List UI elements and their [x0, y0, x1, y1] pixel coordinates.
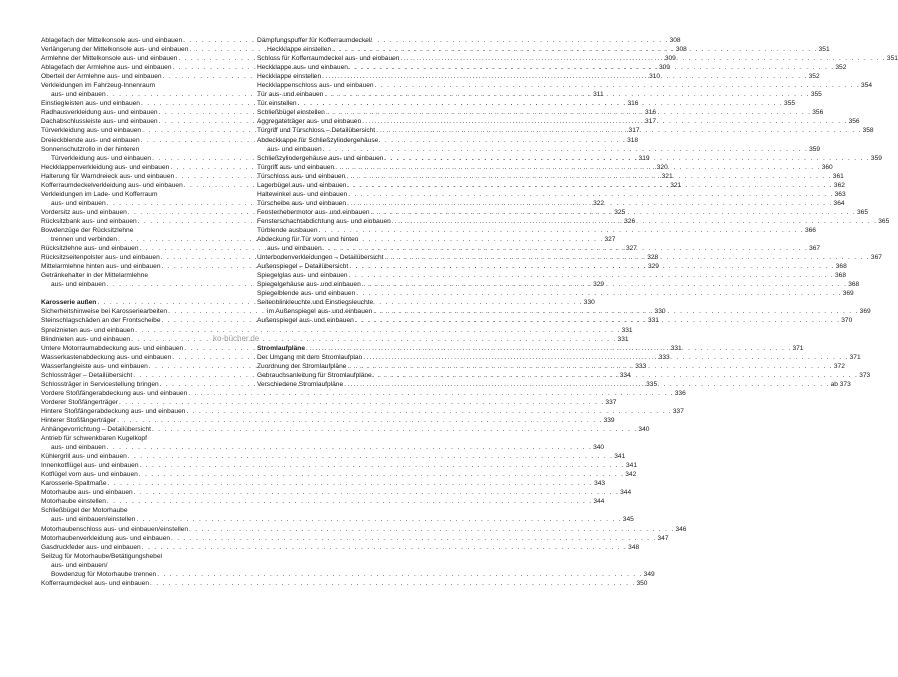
toc-entry-title: Schließzylindergehäuse aus- und einbauen — [257, 154, 384, 162]
toc-entry[interactable] — [257, 271, 847, 280]
toc-entry-title: Mittelarmlehne hinten aus- und einbauen — [41, 263, 161, 271]
toc-entry[interactable] — [41, 552, 240, 561]
toc-entry[interactable] — [41, 470, 637, 479]
toc-entry-title: Karosserie außen — [41, 299, 97, 307]
dot-leader — [139, 461, 626, 470]
toc-entry-title: Spiegelglas aus- und einbauen — [257, 272, 348, 280]
toc-entry-title: Gebrauchsanleitung für Stromlaufpläne — [257, 371, 372, 379]
dot-leader — [106, 497, 593, 506]
toc-entry-page: 333 — [658, 353, 670, 361]
toc-entry-page: 351 — [886, 55, 898, 63]
toc-entry-title: Türverkleidung aus- und einbauen — [41, 127, 142, 135]
toc-entry-title: Türverkleidung aus- und einbauen — [51, 154, 152, 162]
toc-entry-page: 358 — [862, 127, 874, 135]
toc-entry-title: Heckklappe einstellen — [267, 46, 332, 54]
toc-entry-title: Antrieb für schwenkbaren Kugelkopf — [41, 435, 147, 443]
toc-entry-title: Lagerbügel aus- und einbauen — [257, 181, 347, 189]
dot-leader — [106, 443, 593, 452]
toc-entry-title: Der Umgang mit dem Stromlaufplan — [257, 353, 363, 361]
dot-leader — [348, 63, 835, 72]
toc-entry-page: 373 — [859, 371, 871, 379]
toc-entry[interactable] — [257, 235, 459, 244]
toc-entry[interactable] — [41, 543, 640, 552]
toc-entry-title: Innenkotflügel aus- und einbauen — [41, 462, 139, 470]
toc-entry-page: 339 — [603, 416, 615, 424]
spacer — [257, 335, 459, 344]
toc-entry-title: Getränkehalter in der Mittelarmlehne — [41, 272, 149, 280]
toc-entry-title: Fensterschachtabdichtung aus- und einbauen — [257, 217, 391, 225]
toc-entry-title: aus- und einbauen — [267, 245, 322, 253]
toc-entry-page: 334 — [619, 371, 631, 379]
toc-entry-page: 342 — [625, 471, 637, 479]
dot-leader — [383, 154, 870, 163]
toc-entry-page: 367 — [809, 245, 821, 253]
toc-entry-title: Verkleidungen im Fahrzeug-Innenraum — [41, 82, 155, 90]
toc-entry-page: 344 — [593, 498, 605, 506]
toc-entry[interactable] — [41, 81, 240, 90]
dot-leader — [187, 389, 674, 398]
toc-entry-page: 327 — [625, 245, 637, 253]
toc-entry[interactable] — [41, 506, 240, 515]
toc-entry[interactable] — [41, 190, 240, 199]
toc-entry-title: Verkleidungen im Lade- und Kofferraum — [41, 190, 158, 198]
toc-entry-page: 329 — [647, 263, 659, 271]
toc-entry[interactable] — [41, 389, 686, 398]
toc-entry-title: Heckklappenschloss aus- und einbauen — [257, 82, 374, 90]
toc-entry-title: Türschloss aus- und einbauen — [257, 172, 346, 180]
toc-entry-page: 309 — [664, 55, 676, 63]
toc-entry-title: Türscheibe aus- und einbauen — [257, 199, 347, 207]
toc-entry-page: 370 — [841, 317, 853, 325]
dot-leader — [151, 425, 638, 434]
toc-entry-title: Gasdruckfeder aus- und einbauen — [41, 543, 141, 551]
toc-entry-title: Haltewinkel aus- und einbauen — [257, 190, 348, 198]
dot-leader — [318, 226, 805, 235]
toc-entry-page: 367 — [870, 254, 882, 262]
toc-entry-page: 327 — [604, 236, 616, 244]
toc-entry-title: Einstiegleisten aus- und einbauen — [41, 100, 140, 108]
toc-entry-title: Kotflügel vorn aus- und einbauen — [41, 471, 138, 479]
toc-entry[interactable] — [41, 226, 240, 235]
toc-entry-page: 336 — [674, 389, 686, 397]
dot-leader — [118, 398, 605, 407]
toc-entry-title: Seitenblinkleuchte und Einstiegsleuchte — [257, 299, 374, 307]
toc-entry-title: Ablagefach der Armlehne aus- und einbauen — [41, 64, 172, 72]
toc-entry[interactable] — [41, 434, 240, 443]
toc-entry-page: 330 — [583, 299, 595, 307]
dot-leader — [383, 253, 870, 262]
toc-entry-title: im Außenspiegel aus- und einbauen — [267, 308, 373, 316]
toc-entry-title: Rücksitzbank aus- und einbauen — [41, 217, 137, 225]
toc-entry-page: 341 — [614, 453, 626, 461]
dot-leader — [135, 515, 622, 524]
dot-leader — [107, 479, 594, 488]
toc-entry-title: Motorhaube aus- und einbauen — [41, 489, 133, 497]
toc-entry[interactable] — [41, 534, 669, 543]
toc-entry-page: 340 — [593, 444, 605, 452]
toc-entry-title: Vordersitz aus- und einbauen — [41, 208, 127, 216]
toc-entry-page: 337 — [672, 407, 684, 415]
dot-leader — [399, 54, 886, 63]
toc-entry-title: Oberteil der Armlehne aus- und einbauen — [41, 73, 162, 81]
toc-entry-title: Kühlergrill aus- und einbauen — [41, 453, 127, 461]
dot-leader — [127, 452, 614, 461]
toc-entry[interactable] — [41, 326, 633, 335]
toc-entry-page: 316 — [627, 100, 639, 108]
dot-leader — [347, 190, 834, 199]
dot-leader — [361, 280, 848, 289]
toc-entry[interactable] — [257, 36, 459, 45]
toc-entry-title: Aggregateträger aus- und einbauen — [257, 118, 362, 126]
toc-entry-title: aus- und einbauen/einstellen — [51, 516, 136, 524]
toc-entry[interactable] — [41, 398, 617, 407]
toc-entry-page: 330 — [654, 308, 666, 316]
dot-leader — [370, 208, 857, 217]
dot-leader — [361, 117, 848, 126]
dot-leader — [305, 344, 792, 353]
toc-entry-title: Türgriff und Türschloss – Detailübersicht — [257, 127, 376, 135]
toc-entry-page: 365 — [878, 217, 890, 225]
toc-entry-page: 333 — [635, 362, 647, 370]
toc-entry-title: aus- und einbauen — [51, 91, 106, 99]
toc-entry-title: Hinterer Stoßfängerträger — [41, 416, 117, 424]
toc-entry-page: 310 — [649, 73, 661, 81]
toc-entry-page: 326 — [624, 217, 636, 225]
toc-entry-title: Heckklappenverkleidung aus- und einbauen — [41, 163, 170, 171]
toc-entry-title: Motorhaubenverkleidung aus- und einbauen — [41, 534, 171, 542]
toc-entry-title: aus- und einbauen/ — [51, 561, 108, 569]
spacer — [257, 326, 459, 335]
toc-entry-page: 348 — [628, 543, 640, 551]
dot-leader — [322, 145, 809, 154]
toc-entry[interactable] — [41, 425, 650, 434]
toc-entry-page: 337 — [605, 398, 617, 406]
toc-entry-title: Vorderer Stoßfängerträger — [41, 398, 118, 406]
toc-entry[interactable] — [41, 461, 637, 470]
toc-entry-title: Heckklappe einstellen — [257, 73, 322, 81]
toc-entry-page: 360 — [821, 163, 833, 171]
toc-entry-title: Rücksitzseitenpolster aus- und einbauen — [41, 254, 160, 262]
toc-entry-page: 311 — [593, 91, 604, 99]
toc-entry-title: Kofferraumdeckel aus- und einbauen — [41, 579, 150, 587]
toc-entry-title: Armlehne der Mittelkonsole aus- und einbauen — [41, 55, 178, 63]
toc-entry[interactable] — [257, 81, 873, 90]
toc-entry[interactable] — [257, 145, 821, 154]
toc-entry-page: 331 — [647, 317, 659, 325]
toc-entry-title: Anhängevorrichtung – Detailübersicht — [41, 426, 151, 434]
dot-leader — [348, 262, 835, 271]
toc-entry-page: 308 — [669, 37, 681, 44]
dot-leader — [346, 181, 833, 190]
toc-entry-title: Verschiedene Stromlaufpläne — [257, 380, 344, 388]
dot-leader — [355, 289, 842, 298]
dot-leader — [372, 371, 859, 380]
toc-entry-page: 356 — [812, 109, 824, 117]
toc-entry-title: Schließbügel einstellen — [257, 109, 325, 117]
toc-entry-title: Spreiznieten aus- und einbauen — [41, 326, 135, 334]
spacer — [41, 289, 240, 298]
toc-entry-page: 320 — [656, 163, 668, 171]
toc-entry-title: Seilzug für Motorhaube/Betätigungshebel — [41, 552, 162, 560]
toc-entry-page: 335 — [646, 380, 658, 388]
toc-entry-page: 354 — [861, 82, 873, 90]
toc-entry-title: Tür aus- und einbauen — [257, 91, 324, 99]
toc-entry-page: 355 — [784, 100, 796, 108]
toc-entry-title: Bowdenzug für Motorhaube trennen — [51, 570, 157, 578]
toc-entry-page: 345 — [622, 516, 634, 524]
toc-entry-page: 308 — [675, 46, 687, 54]
toc-entry-title: Abdeckung für Tür vorn und hinten — [257, 236, 359, 244]
dot-leader — [133, 488, 620, 497]
toc-entry-title: trennen und verbinden — [51, 236, 117, 244]
toc-entry-page: 371 — [792, 344, 804, 352]
toc-entry-title: Motorhaubenschloss aus- und einbauen/einstellen — [41, 525, 188, 533]
toc-entry-page: 346 — [675, 525, 687, 533]
toc-entry-title: Dreieckblende aus- und einbauen — [41, 136, 140, 144]
toc-entry[interactable] — [41, 416, 615, 425]
dot-leader — [331, 45, 818, 54]
toc-entry-title: Motorhaube einstellen — [41, 498, 106, 506]
toc-entry-page: 359 — [870, 154, 882, 162]
toc-entry-page: 321 — [661, 172, 673, 180]
dot-leader — [116, 416, 603, 425]
toc-entry[interactable] — [257, 289, 854, 298]
toc-entry-title: Spiegelblende aus- und einbauen — [257, 290, 356, 298]
toc-entry-page: 328 — [647, 254, 659, 262]
toc-entry-title: Verlängerung der Mittelkonsole aus- und einbauen — [41, 46, 189, 54]
toc-entry[interactable] — [41, 525, 687, 534]
toc-entry-page: 362 — [833, 181, 845, 189]
toc-entry-title: Wasserfangleiste aus- und einbauen — [41, 362, 148, 370]
toc-entry-title: Spiegelgehäuse aus- und einbauen — [257, 281, 361, 289]
dot-leader — [362, 353, 849, 362]
dot-leader — [138, 470, 625, 479]
toc-entry-page: 321 — [670, 181, 682, 189]
toc-entry-title: Bowdenzüge der Rücksitzlehne — [41, 226, 134, 234]
toc-entry[interactable] — [41, 561, 240, 570]
toc-entry-title: Unterbodenverkleidungen – Detailübersicht — [257, 254, 384, 262]
toc-entry-page: 371 — [849, 353, 861, 361]
toc-entry-page: 361 — [832, 172, 844, 180]
toc-entry-page: 363 — [834, 190, 846, 198]
watermark: ko-bücher.de — [213, 334, 260, 343]
dot-leader — [149, 579, 636, 588]
toc-entry[interactable] — [41, 407, 684, 416]
toc-entry[interactable] — [41, 488, 632, 497]
toc-entry-title: Kofferraumdeckelverkleidung aus- und einbauen — [41, 181, 183, 189]
toc-entry-page: 325 — [614, 208, 626, 216]
toc-entry-page: 317 — [645, 118, 657, 126]
toc-entry-page: 349 — [643, 570, 655, 578]
toc-entry-page: 316 — [645, 109, 657, 117]
toc-entry-page: 369 — [859, 308, 871, 316]
toc-entry-title: Schließbügel der Motorhaube — [41, 507, 128, 515]
toc-entry[interactable] — [41, 271, 240, 280]
dot-leader — [345, 172, 832, 181]
toc-entry-page: 331 — [621, 326, 633, 334]
toc-entry-page: 365 — [857, 208, 869, 216]
toc-entry-page: 322 — [593, 199, 605, 207]
toc-entry[interactable] — [41, 579, 648, 588]
toc-entry-title: Außenspiegel – Detailübersicht — [257, 263, 349, 271]
toc-entry[interactable] — [257, 190, 846, 199]
toc-entry-page: ab 373 — [830, 380, 851, 388]
dot-leader — [348, 271, 835, 280]
toc-entry-title: aus- und einbauen — [51, 199, 106, 207]
dot-leader — [334, 163, 821, 172]
dot-leader — [354, 316, 841, 325]
toc-entry-title: Karosserie-Spaltmaße — [41, 480, 107, 488]
toc-entry[interactable] — [41, 452, 626, 461]
dot-leader — [391, 217, 878, 226]
toc-entry-page: 309 — [658, 64, 670, 72]
toc-entry[interactable] — [41, 443, 605, 452]
toc-entry-title: Stromlaufpläne — [257, 344, 305, 352]
dot-leader — [156, 570, 643, 579]
toc-entry-title: Untere Motorraumabdeckung aus- und einbauen — [41, 344, 184, 352]
toc-entry-title: Schlossträger in Servicestellung bringen — [41, 380, 159, 388]
toc-entry-title: Halterung für Warndreieck aus- und einbauen — [41, 172, 175, 180]
dot-leader — [297, 99, 784, 108]
dot-leader — [188, 525, 675, 534]
toc-entry-page: 364 — [833, 199, 845, 207]
toc-entry-title: Ablagefach der Mittelkonsole aus- und einbauen — [41, 37, 183, 44]
toc-entry-title: Vordere Stoßfängerabdeckung aus- und einbauen — [41, 389, 188, 397]
toc-entry-page: 343 — [594, 480, 606, 488]
toc-entry-page: 368 — [848, 281, 860, 289]
toc-entry-title: aus- und einbauen — [51, 444, 106, 452]
toc-entry-page: 350 — [636, 579, 648, 587]
toc-entry-page: 368 — [835, 272, 847, 280]
toc-entry-title: Tür einstellen — [257, 100, 297, 108]
toc-entry-page: 340 — [638, 426, 650, 434]
toc-entry[interactable] — [41, 570, 655, 579]
toc-entry-title: Dämpfungspuffer für Kofferraumdeckel/ — [257, 37, 373, 44]
toc-entry-title: Sonnenschutzrollo in der hinteren — [41, 145, 140, 153]
toc-entry-page: 341 — [625, 462, 637, 470]
dot-leader — [170, 534, 657, 543]
toc-entry-page: 368 — [835, 263, 847, 271]
toc-entry-page: 356 — [848, 118, 860, 126]
dot-leader — [141, 543, 628, 552]
toc-entry-title: Hintere Stoßfängerabdeckung aus- und einbauen — [41, 407, 186, 415]
dot-leader — [346, 199, 833, 208]
dot-leader — [185, 407, 672, 416]
toc-entry-page: 359 — [809, 145, 821, 153]
toc-entry[interactable] — [257, 298, 459, 307]
dot-leader — [321, 72, 808, 81]
toc-entry-page: 366 — [804, 226, 816, 234]
toc-entry-page: 329 — [593, 281, 605, 289]
toc-entry-title: Zuordnung der Stromlaufpläne — [257, 362, 347, 370]
toc-entry-title: Steinschlagschäden an der Frontscheibe — [41, 317, 161, 325]
toc-entry-title: Wasserkastenabdeckung aus- und einbauen — [41, 353, 172, 361]
dot-leader — [323, 90, 810, 99]
toc-entry[interactable] — [41, 479, 606, 488]
toc-entry[interactable] — [41, 145, 240, 154]
toc-entry-title: Außenspiegel aus- und einbauen — [257, 317, 354, 325]
toc-entry-title: Heckklappe aus- und einbauen — [257, 64, 348, 72]
dot-leader — [346, 362, 833, 371]
dot-leader — [372, 307, 859, 316]
toc-entry-title: Abdeckkappe für Schließzylindergehäuse — [257, 136, 379, 144]
toc-entry[interactable] — [41, 497, 605, 506]
toc-entry-page: 331 — [670, 344, 682, 352]
toc-entry-title: Dachabschlussleiste aus- und einbauen — [41, 118, 158, 126]
toc-entry-title: Türblende ausbauen — [257, 226, 318, 234]
toc-entry-title: Fensterhebermotor aus- und einbauen — [257, 208, 370, 216]
toc-entry[interactable] — [41, 244, 637, 253]
toc-entry-title: Blindnieten aus- und einbauen — [41, 335, 131, 343]
toc-entry-title: aus- und einbauen — [51, 281, 106, 289]
dot-leader — [374, 81, 861, 90]
toc-entry-title: Schloss für Kofferraumdeckel aus- und einbauen — [257, 55, 400, 63]
toc-entry-title: Radhausverkleidung aus- und einbauen — [41, 109, 158, 117]
toc-entry-page: 318 — [627, 136, 639, 144]
toc-entry-title: Türgriff aus- und einbauen — [257, 163, 335, 171]
toc-entry-page: 319 — [638, 154, 650, 162]
dot-leader — [343, 380, 830, 389]
dot-leader — [325, 108, 812, 117]
toc-entry-page: 369 — [842, 290, 854, 298]
toc-entry-page: 372 — [833, 362, 845, 370]
toc-entry[interactable] — [41, 335, 629, 344]
toc-entry-title: Schlossträger – Detailübersicht — [41, 371, 133, 379]
toc-entry[interactable] — [257, 226, 816, 235]
toc-entry-title: Sicherheitshinweise bei Karosseriearbeiten — [41, 308, 168, 316]
toc-entry-page: 317 — [628, 127, 640, 135]
toc-entry-title: aus- und einbauen — [267, 145, 322, 153]
toc-entry[interactable] — [41, 515, 634, 524]
toc-entry[interactable] — [257, 136, 459, 145]
dot-leader — [322, 244, 809, 253]
toc-entry-page: 347 — [657, 534, 669, 542]
toc-entry-page: 355 — [810, 91, 822, 99]
dot-leader — [375, 126, 862, 135]
toc-entry-page: 352 — [808, 73, 820, 81]
toc-entry-page: 352 — [835, 64, 847, 72]
toc-entry-title: Rücksitzlehne aus- und einbauen — [41, 245, 139, 253]
toc-entry-page: 331 — [617, 335, 629, 343]
toc-entry-page: 344 — [620, 489, 632, 497]
toc-entry-page: 351 — [818, 46, 830, 54]
